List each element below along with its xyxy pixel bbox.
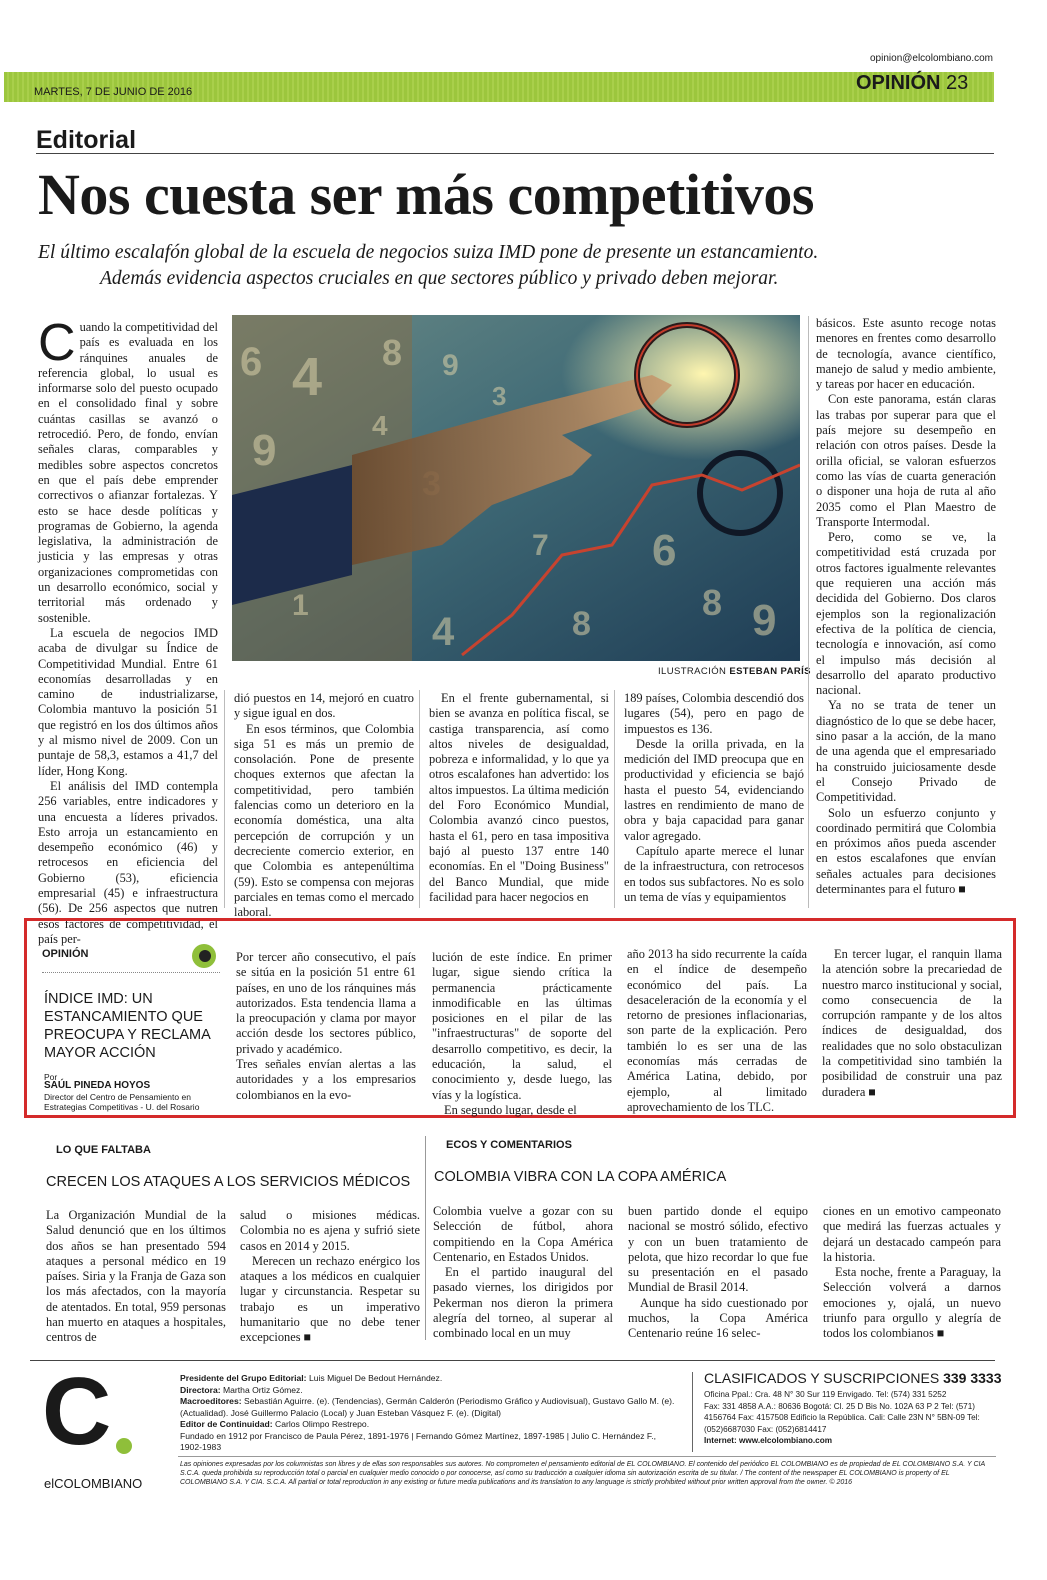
page-number: 23 (946, 72, 969, 94)
ecos-column-3: ciones en un emotivo campeonato que medirá las fuerzas actuales y dejará un destacado campeón para la historia. Esta noche, frente a Paraguay, la Selección volverá a darnos emociones y, ojalá, un nuevo triunfo para orgullo y alegría de todos los colombianos ■ (823, 1204, 1001, 1341)
editorial-column-2: dió puestos en 14, mejoró en cuatro y sigue igual en dos. En esos términos, que Colombia siga 51 es más un premio de consolación. Pone de presente choques externos que afectan la competitividad, pero también falencias como un deterioro en la economía doméstica, una alta percepción de corrupción y un decreciente comercio exterior, en que Colombia es antepenúltima (59). Esto se compensa con mejoras parciales en temas como el mercado laboral. (234, 691, 414, 920)
classifieds-phone[interactable]: 339 3333 (943, 1370, 1002, 1386)
column-divider (614, 690, 615, 908)
deck: El último escalafón global de la escuela de negocios suiza IMD pone de presente un estancamiento. Además evidencia aspectos cruciales en que sectores público y privado deben mejorar. (38, 242, 819, 289)
svg-text:8: 8 (382, 332, 403, 373)
illustration-credit: ILUSTRACIÓN ESTEBAN PARÍS (658, 666, 811, 677)
lo-que-faltaba-column-1: La Organización Mundial de la Salud denunció que en los últimos dos años se han presentado 594 ataques a personal médico en 19 países. Siria y la Franja de Gaza son los más afectados, con la mayoría de atentados. En total, 959 personas han muerto en ataques a hospitales, centros de (46, 1208, 226, 1345)
editorial-column-3: En el frente gubernamental, si bien se avanza en política fiscal, se castiga transparencia, así como altos niveles de desigualdad, pobreza e informalidad, y lo que ya otros escalafones han advertido: los altos impuestos. La última medición del Foro Económico Mundial, Colombia avanzó cinco puestos, hasta el 61, pero en tasa impositiva bajó al puesto 137 entre 140 economías. En el "Doing Business" del Banco Mundial, que mide facilidad para hacer negocios en (429, 691, 609, 904)
svg-text:7: 7 (532, 529, 549, 562)
column-divider (808, 316, 809, 908)
ecos-column-1: Colombia vuelve a gozar con su Selección de fútbol, ahora compitiendo en la Copa América Centenario, en Estados Unidos. En el partido inaugural del pasado viernes, los dirigidos por Pekerman nos dieron la primera alegría del torneo, al superar al combinado local en un muy (433, 1204, 613, 1341)
author-name: SAÚL PINEDA HOYOS (44, 1080, 151, 1091)
svg-text:8: 8 (702, 582, 723, 623)
opinion-column-4: En tercer lugar, el ranquin llama la atención sobre la precariedad de nuestro marco institucional y social, como consecuencia de la corrupción rampante y de los altos índices de desigualdad, dos realidades que no solo obstaculizan la competitividad sino también la posibilidad de construir una paz duradera ■ (822, 947, 1002, 1099)
ecos-title: COLOMBIA VIBRA CON LA COPA AMÉRICA (434, 1169, 727, 1185)
opinion-column-1: Por tercer año consecutivo, el país se sitúa en la posición 51 entre 61 países, en uno de los ránquines más autorizados. Esta tendencia llama a la preocupación y clama por mayor acción desde los sectores público, privado y académico. Tres señales envían alertas a las autoridades y a los empresarios colombianos en la evo- (236, 950, 416, 1102)
disclaimer-rule (178, 1456, 996, 1457)
logo-letter: C (42, 1358, 112, 1465)
section-name: OPINIÓN 23 (856, 72, 969, 94)
column-divider (419, 690, 420, 908)
opinion-column-2: lución de este índice. En primer lugar, sigue siendo crítica la permanencia prácticamente inmodificable en las últimas posiciones en el pilar de las "infraestructuras" de soporte del desarrollo competitivo, es decir, la educación, la salud, el conocimiento y, desde luego, las vías y la logística. En segundo lugar, desde el (432, 950, 612, 1117)
ecos-column-2: buen partido donde el equipo nacional se mostró sólido, efectivo y con un buen tratamiento de pelota, que hizo recordar lo que fue su presentación en el pasado Mundial de Brasil 2014. Aunque ha sido cuestionado por muchos, la Copa América Centenario reúne 16 selec- (628, 1204, 808, 1341)
footer-rule (30, 1360, 995, 1361)
section-divider (425, 1136, 426, 1340)
drop-cap: C (38, 314, 76, 372)
editorial-column-1: Cuando la competitividad del país es evaluada en los ránquines anuales de referencia global, lo usual es informarse solo del puesto ocupado en el consolidado final y sobre cuántas casillas se avanzó o retrocedió. Pero, de fondo, envían señales claras, comparables y medibles sobre aspectos concretos en que el país debe emprender correctivos o afianzar fortalezas. Y esto se hace desde políticas y programas de Gobierno, la agenda legislativa, la administración de justicia y las empresas y otras organizaciones comprometidas con un desarrollo económico, social y territorial más ordenado y sostenible. La escuela de negocios IMD acaba de divulgar su Índice de Competitividad Mundial. Entre 61 economías desarrolladas y en camino de industrializarse, Colombia mantuvo la posición 51 que registró en los dos últimos años y al mismo nivel de 2009. Con un puntaje de 58,3, estamos a 41,7 del líder, Hong Kong. El análisis del IMD contempla 256 variables, entre indicadores y una encuesta a líderes privados. Esto arroja un estancamiento en desempeño económico (46) y retrocesos en eficiencia del Gobierno (53), eficiencia empresarial (45) e infraestructura (56). De 256 aspectos que nutren esos factores de competitividad, el país per- (38, 314, 218, 946)
svg-text:4: 4 (372, 410, 388, 441)
classifieds-title: CLASIFICADOS Y SUSCRIPCIONES 339 3333 (704, 1370, 1002, 1386)
logo-dot-icon (116, 1438, 132, 1454)
offices-box: Oficina Ppal.: Cra. 48 N° 30 Sur 119 Envigado. Tel: (574) 331 5252 Fax: 331 4858 A.A.: 80636 Bogotá: Cl. 25 D Bis No. 102A 63 P 2 Tel: (571) 4156764 Fax: 4157508 Edificio la República. Cali: Calle 23N N° 5BN-09 Tel: (052)6687030 Fax: (052)6814417 Internet: www.elcolombiano.com (704, 1389, 1004, 1447)
footer-divider (692, 1372, 693, 1452)
editorial-kicker: Editorial (36, 126, 137, 154)
opinion-logo-icon (192, 944, 216, 968)
headline: Nos cuesta ser más competitivos (38, 162, 814, 227)
svg-text:6: 6 (652, 526, 677, 575)
opinion-label: OPINIÓN (42, 948, 89, 960)
column-divider (224, 690, 225, 908)
svg-text:8: 8 (572, 605, 591, 643)
author-role: Director del Centro de Pensamiento en Estrategias Competitivas - U. del Rosario (44, 1092, 200, 1112)
svg-text:3: 3 (492, 381, 507, 411)
website-link[interactable]: Internet: www.elcolombiano.com (704, 1436, 832, 1445)
lo-que-faltaba-label: LO QUE FALTABA (56, 1144, 151, 1156)
ecos-label: ECOS Y COMENTARIOS (446, 1139, 572, 1151)
editorial-column-4: 189 países, Colombia descendió dos lugares (54), pero en pago de impuestos es 136. Desde la orilla privada, en la medición del IMD preocupa que en productividad y eficiencia se bajó hasta el puesto 54, evidenciando lastres en rendimiento de mano de obra y baja capacidad para ganar valor agregado. Capítulo aparte merece el lunar de la infraestructura, con retrocesos en todos sus subfactores. No es solo un tema de vías y equipamientos (624, 691, 804, 904)
opinion-column-3: año 2013 ha sido recurrente la caída en el índice de desempeño económico del país. La desaceleración de la economía y el retorno de presiones inflacionarias, son parte de la explicación. Pero también lo es ser una de las economías más cerradas de América Latina, debido, por ejemplo, al limitado aprovechamiento de los TLC. (627, 947, 807, 1114)
author-by: Por (44, 1072, 58, 1082)
editorial-column-5: básicos. Este asunto recoge notas menores en frentes como desarrollo de tecnología, avance científico, manejo de salud y medio ambiente, y tareas por hacer en educación. Con este panorama, están claras las trabas por superar para que el país mejore su desempeño en relación con otros países. Desde la orilla oficial, se valoran esfuerzos como las vías de cuarta generación o disponer una hoja de ruta al año 2035 como el Plan Maestro de Transporte Intermodal. Pero, como se ve, la competitividad está cruzada por otros factores igualmente relevantes que requieren una acción más decidida del Gobierno. Dos claros ejemplos son la regionalización efectiva de la política de ciencia, tecnología e innovación, así como el impulso más decisión al desarrollo del aparato productivo nacional. Ya no se trata de tener un diagnóstico de lo que se debe hacer, sino pasar a la acción, de la mano de una agenda que el empresariado ha construido juiciosamente desde el Consejo Privado de Competitividad. Solo un esfuerzo conjunto y coordinado permitirá que Colombia en próximos años pueda ascender en estos escalafones que envían señales actuales para decisiones determinantes para el futuro ■ (816, 316, 996, 896)
legal-disclaimer: Las opiniones expresadas por los columnistas son libres y de ellas son responsables sus autores. No comprometen el pensamiento editorial de EL COLOMBIANO. El contenido del periódico EL COLOMBIANO es de propiedad de EL COLOMBIANO S.A. Y CIA S.C.A. queda prohibida su reproducción total o parcial en cualquier medio conocido o por conocerse, así como su traducción a cualquier idioma sin autorización escrita de su titular. / The content of the newspaper EL COLOMBIANO is property of EL COLOMBIANO S.A. Y CIA. S.C.A. All partial or total reproduction in any existing or future media publications and its translation to any language is strictly prohibited without prior written approval from the owner. © 2016 (180, 1461, 985, 1486)
svg-text:1: 1 (292, 589, 309, 622)
staff-box: Presidente del Grupo Editorial: Luis Miguel De Bedout Hernández. Directora: Martha Ortiz Gómez. Macroeditores: Sebastián Aguirre. (e). (Tendencias), Germán Calderón (Periodismo Gráfico y Audiovisual), Gustavo Gallo M. (e). (Actualidad). José Guillermo Palacio (Local) y Juan Esteban Vásquez F. (e). (Digital) Editor de Continuidad: Carlos Olimpo Restrepo. Fundado en 1912 por Francisco de Paula Pérez, 1891-1976 | Fernando Gómez Martínez, 1897-1985 | Julio C. Hernández F., 1902-1983 (180, 1373, 675, 1452)
svg-text:9: 9 (252, 426, 277, 475)
svg-text:9: 9 (752, 596, 777, 645)
lo-que-faltaba-column-2: salud o misiones médicas. Colombia no es ajena y sufrió siete casos en 2014 y 2015. Merecen un rechazo enérgico los ataques a los médicos en cualquier lugar y circunstancia. Respetar su trabajo es un imperativo humanitario que no debe tener excepciones ■ (240, 1208, 420, 1345)
svg-text:9: 9 (442, 349, 459, 382)
opinion-title: ÍNDICE IMD: UN ESTANCAMIENTO QUE PREOCUPA Y RECLAMA MAYOR ACCIÓN (44, 991, 211, 1061)
section-email[interactable]: opinion@elcolombiano.com (870, 53, 993, 64)
editorial-illustration (232, 315, 800, 661)
svg-text:4: 4 (292, 347, 323, 407)
kicker-rule (36, 153, 994, 154)
svg-text:6: 6 (240, 340, 263, 384)
logo-name: elCOLOMBIANO (44, 1476, 143, 1491)
lo-que-faltaba-title: CRECEN LOS ATAQUES A LOS SERVICIOS MÉDICOS (46, 1174, 411, 1190)
issue-date: MARTES, 7 DE JUNIO DE 2016 (34, 86, 193, 98)
opinion-label-rule (42, 972, 220, 973)
svg-text:4: 4 (432, 610, 455, 654)
